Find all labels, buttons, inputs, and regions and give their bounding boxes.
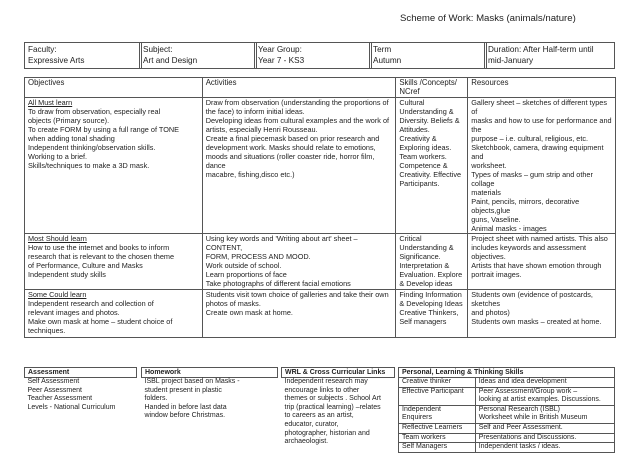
row-heading: All Must learn xyxy=(28,98,73,107)
column-header-row xyxy=(25,78,616,98)
table-row xyxy=(25,290,616,338)
col-resources: Resources xyxy=(468,78,616,98)
assessment-table xyxy=(24,367,137,438)
assessment-title: Assessment xyxy=(25,368,137,378)
plts-skill: Independent Enquirers xyxy=(399,405,476,423)
plts-skill: Creative thinker xyxy=(399,378,476,388)
assessment-text: Self Assessment Peer Assessment Teacher Assessment Levels - National Curriculum xyxy=(27,378,116,411)
plts-row xyxy=(399,423,615,433)
skills-cell: Cultural Understanding & Diversity. Beliefs & Attitudes. Creativity & Exploring ideas. Team workers. Competence & Creativity. Effective Participants. xyxy=(396,98,468,234)
activities-cell: Students visit town choice of galleries and take their own photos of masks. Create own mask at home. xyxy=(202,290,396,338)
objectives-cell: All Must learn To draw from observation, especially real objects (Primary source). To create FORM by using a full range of TONE when adding tonal shading Independent thinking/observation skills. Working to a brief. Skills/techniques to make a 3D mask. xyxy=(25,98,203,234)
faculty-label: Faculty: xyxy=(28,45,57,54)
duration-box xyxy=(484,42,615,69)
homework-text: ISBL project based on Masks - student present in plastic folders. Handed in before last data window before Christmas. xyxy=(144,378,240,420)
skills-cell: Critical Understanding & Significance. Interpretation & Evaluation. Explore & Develop ideas xyxy=(396,234,468,290)
year-group-value: Year 7 - KS3 xyxy=(258,56,305,65)
table-row xyxy=(25,98,616,234)
year-group-label: Year Group: xyxy=(258,45,302,54)
col-skills: Skills /Concepts/ NCref xyxy=(396,78,468,98)
plts-row xyxy=(399,378,615,388)
plts-title: Personal, Learning & Thinking Skills xyxy=(399,368,615,378)
plts-detail: Ideas and idea development xyxy=(475,378,614,388)
plts-skill: Self Managers xyxy=(399,443,476,453)
subject-box xyxy=(139,42,257,69)
table-row xyxy=(25,234,616,290)
duration-value: mid-January xyxy=(488,56,534,65)
term-label: Term xyxy=(373,45,392,54)
faculty-value: Expressive Arts xyxy=(28,56,85,65)
term-box xyxy=(369,42,487,69)
plts-detail: Self and Peer Assessment. xyxy=(475,423,614,433)
plts-row xyxy=(399,405,615,423)
page-title: Scheme of Work: Masks (animals/nature) xyxy=(400,13,576,24)
plts-detail: Personal Research (ISBL) Worksheet while in British Museum xyxy=(475,405,614,423)
plts-detail: Presentations and Discussions. xyxy=(475,433,614,443)
resources-cell: Gallery sheet – sketches of different types of masks and how to use for performance and the purpose – i.e. cultural, religious, etc. Sketchbook, camera, drawing equipment and worksheet. Types of masks – gum strip and other collage materials Paint, pencils, mirrors, decorative objects,glue guns, Vaseline. Animal masks - images xyxy=(468,98,616,234)
plts-row xyxy=(399,443,615,453)
homework-table xyxy=(141,367,278,438)
wrl-text: Independent research may encourage links to other themes or subjects . School Art trip (practical learning) –relates to careers as an artist, educator, curator, photographer, historian and archaeologist. xyxy=(284,378,381,446)
plts-skill: Reflective Learners xyxy=(399,423,476,433)
activities-cell: Draw from observation (understanding the proportions of the face) to inform initial ideas. Developing ideas from cultural examples and the work of artists, especially Henri Rousseau. Create a final piecemask based on prior research and development work. Masks should relate to emotions, moods and situations (roller coaster ride, horror film, dance macabre, fishing,disco etc.) xyxy=(202,98,396,234)
row-heading: Some Could learn xyxy=(28,290,87,299)
col-activities: Activities xyxy=(202,78,396,98)
activities-cell: Using key words and 'Writing about art' sheet – CONTENT, FORM, PROCESS AND MOOD. Work outside of school. Learn proportions of face Take photographs of different facial emotions xyxy=(202,234,396,290)
plts-detail: Independent tasks / ideas. xyxy=(475,443,614,453)
scheme-table xyxy=(24,77,616,338)
plts-detail: Peer Assessment/Group work – looking at artist examples. Discussions. xyxy=(475,387,614,405)
row-heading: Most Should learn xyxy=(28,234,87,243)
plts-row xyxy=(399,433,615,443)
subject-value: Art and Design xyxy=(143,56,198,65)
resources-cell: Project sheet with named artists. This also includes keywords and assessment objectives. Artists that have shown emotion through portrait images. xyxy=(468,234,616,290)
plts-row xyxy=(399,387,615,405)
plts-table xyxy=(398,367,615,453)
col-objectives: Objectives xyxy=(25,78,203,98)
faculty-box xyxy=(24,42,142,69)
duration-label: Duration: After Half-term until xyxy=(488,45,594,54)
subject-label: Subject: xyxy=(143,45,173,54)
wrl-table xyxy=(281,367,395,447)
objectives-cell: Most Should learn How to use the internet and books to inform research that is relevant to the chosen theme of Performance, Culture and Masks Independent study skills xyxy=(25,234,203,290)
homework-title: Homework xyxy=(142,368,278,378)
objectives-cell: Some Could learn Independent research and collection of relevant images and photos. Make own mask at home – student choice of techniques. xyxy=(25,290,203,338)
plts-skill: Team workers xyxy=(399,433,476,443)
term-value: Autumn xyxy=(373,56,402,65)
resources-cell: Students own (evidence of postcards, sketches and photos) Students own masks – created at home. xyxy=(468,290,616,338)
plts-skill: Effective Participant xyxy=(399,387,476,405)
wrl-title: WRL & Cross Curricular Links xyxy=(282,368,395,378)
year-group-box xyxy=(254,42,372,69)
skills-cell: Finding Information & Developing Ideas Creative Thinkers, Self managers xyxy=(396,290,468,338)
